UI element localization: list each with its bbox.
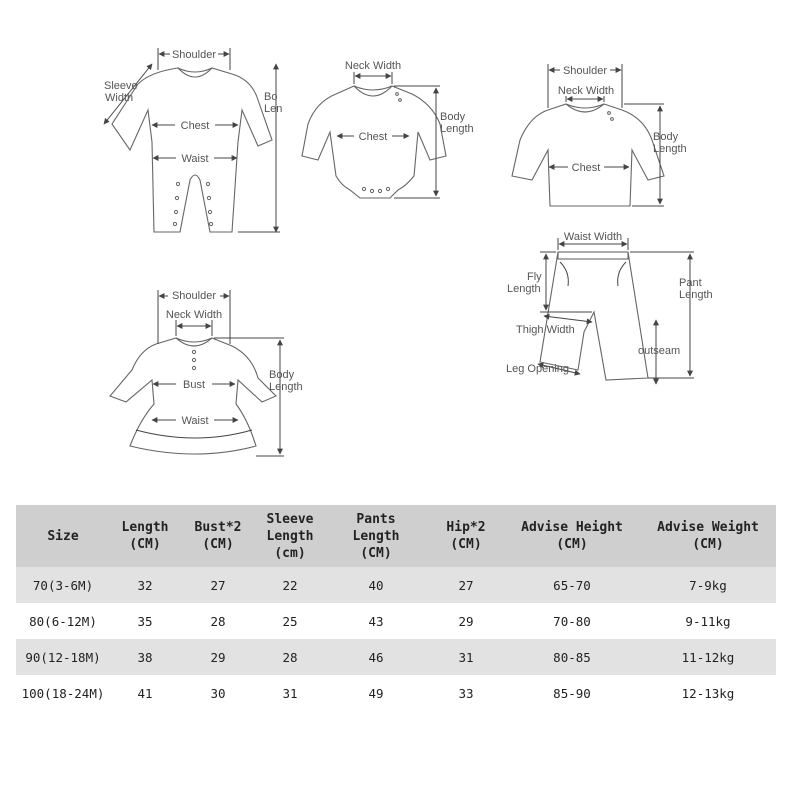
- table-cell: 22: [256, 567, 324, 603]
- dress-diagram: [110, 290, 303, 456]
- table-cell: 30: [180, 675, 256, 711]
- column-header-line: Size: [47, 528, 79, 544]
- top-body-length-label-1: Body: [653, 131, 679, 143]
- dress-body-length-label-1: Body: [269, 369, 295, 381]
- column-header-line: Advise Weight: [657, 520, 759, 535]
- pants-pant-length-label-2: Length: [679, 289, 713, 301]
- dress-waist-label: Waist: [181, 415, 209, 427]
- dress-shoulder-label: Shoulder: [171, 290, 217, 302]
- table-cell: 28: [256, 639, 324, 675]
- table-cell: 29: [180, 639, 256, 675]
- table-row: [16, 675, 776, 711]
- bodysuit-body-length-label-1: Body: [440, 111, 466, 123]
- bodysuit-diagram: [302, 60, 474, 198]
- top-diagram: [512, 64, 687, 206]
- pants-waist-width-label: Waist Width: [563, 231, 623, 243]
- top-chest-label: Chest: [571, 162, 601, 174]
- column-header-line: Length: [352, 528, 400, 544]
- column-header-line: Bust*2: [194, 520, 242, 535]
- romper-body-length-label-2: Len: [264, 103, 283, 115]
- table-cell: 31: [428, 639, 504, 675]
- size-chart: [16, 505, 776, 711]
- romper-shoulder-label: Shoulder: [171, 49, 217, 61]
- pants-waistband: [558, 252, 628, 259]
- pants-leg-opening-label: Leg Opening: [506, 363, 569, 375]
- table-cell: 25: [256, 603, 324, 639]
- table-row: [16, 567, 776, 603]
- table-cell: 70-80: [504, 603, 640, 639]
- table-cell: 28: [180, 603, 256, 639]
- romper-outline: [112, 68, 272, 232]
- column-header: [504, 505, 640, 567]
- size-cell: 80(6-12M): [16, 603, 110, 639]
- romper-diagram: [104, 48, 282, 232]
- romper-sleeve-width-label-2: Width: [105, 92, 134, 104]
- column-header-line: (CM): [129, 537, 161, 552]
- table-cell: 35: [110, 603, 180, 639]
- column-header: [180, 505, 256, 567]
- column-header: [428, 505, 504, 567]
- table-cell: 9-11kg: [640, 603, 776, 639]
- column-header-line: (CM): [692, 537, 724, 552]
- bodysuit-chest-label: Chest: [358, 131, 388, 143]
- size-cell: 70(3-6M): [16, 567, 110, 603]
- column-header: [110, 505, 180, 567]
- column-header-line: Pants: [356, 511, 396, 527]
- table-cell: 29: [428, 603, 504, 639]
- table-cell: 38: [110, 639, 180, 675]
- pants-diagram: [506, 231, 713, 384]
- column-header: [256, 505, 324, 567]
- table-row: [16, 639, 776, 675]
- column-header: [640, 505, 776, 567]
- dress-body-length-label-2: Length: [269, 381, 303, 393]
- table-cell: 40: [324, 567, 428, 603]
- size-cell: 90(12-18M): [16, 639, 110, 675]
- size-table-body: [16, 567, 776, 711]
- column-header: [16, 505, 110, 567]
- column-header-line: Sleeve: [266, 511, 314, 527]
- table-cell: 33: [428, 675, 504, 711]
- table-cell: 32: [110, 567, 180, 603]
- table-cell: 85-90: [504, 675, 640, 711]
- dress-outline: [110, 338, 276, 454]
- column-header-line: (CM): [360, 545, 392, 561]
- bodysuit-neck-width-label: Neck Width: [344, 60, 402, 72]
- dress-bust-label: Bust: [182, 379, 206, 391]
- size-table-header-row: [16, 505, 776, 567]
- column-header: [324, 505, 428, 567]
- table-cell: 27: [180, 567, 256, 603]
- table-cell: 49: [324, 675, 428, 711]
- table-cell: 46: [324, 639, 428, 675]
- size-cell: 100(18-24M): [16, 675, 110, 711]
- pants-fly-length-label-2: Length: [507, 283, 541, 295]
- table-cell: 11-12kg: [640, 639, 776, 675]
- top-neck-width-label: Neck Width: [557, 85, 615, 97]
- pants-outseam-label: outseam: [638, 345, 681, 357]
- column-header-line: Length: [266, 528, 314, 544]
- romper-chest-label: Chest: [180, 120, 210, 132]
- table-cell: 80-85: [504, 639, 640, 675]
- dress-neck-width-label: Neck Width: [165, 309, 223, 321]
- table-cell: 31: [256, 675, 324, 711]
- column-header-line: (CM): [556, 537, 588, 552]
- column-header-line: (CM): [202, 537, 234, 552]
- column-header-line: Advise Height: [521, 520, 623, 535]
- pants-thigh-width-label: Thigh Width: [516, 324, 575, 336]
- table-cell: 41: [110, 675, 180, 711]
- pants-pant-length-label-1: Pant: [679, 277, 702, 289]
- top-shoulder-label: Shoulder: [562, 65, 608, 77]
- romper-waist-label: Waist: [181, 153, 209, 165]
- top-outline: [512, 104, 664, 206]
- top-body-length-label-2: Length: [653, 143, 687, 155]
- pants-outline: [540, 252, 648, 380]
- column-header-line: Length: [121, 520, 169, 535]
- table-cell: 27: [428, 567, 504, 603]
- size-table: [16, 505, 776, 711]
- pants-fly-length-label-1: Fly: [527, 271, 542, 283]
- table-cell: 12-13kg: [640, 675, 776, 711]
- romper-body-length-label-1: Bo: [264, 91, 278, 103]
- romper-sleeve-width-label-1: Sleeve: [104, 80, 138, 92]
- bodysuit-body-length-label-2: Length: [440, 123, 474, 135]
- table-row: [16, 603, 776, 639]
- table-cell: 7-9kg: [640, 567, 776, 603]
- column-header-line: Hip*2: [446, 520, 486, 535]
- table-cell: 65-70: [504, 567, 640, 603]
- column-header-line: (CM): [450, 537, 482, 552]
- table-cell: 43: [324, 603, 428, 639]
- column-header-line: (cm): [274, 545, 306, 561]
